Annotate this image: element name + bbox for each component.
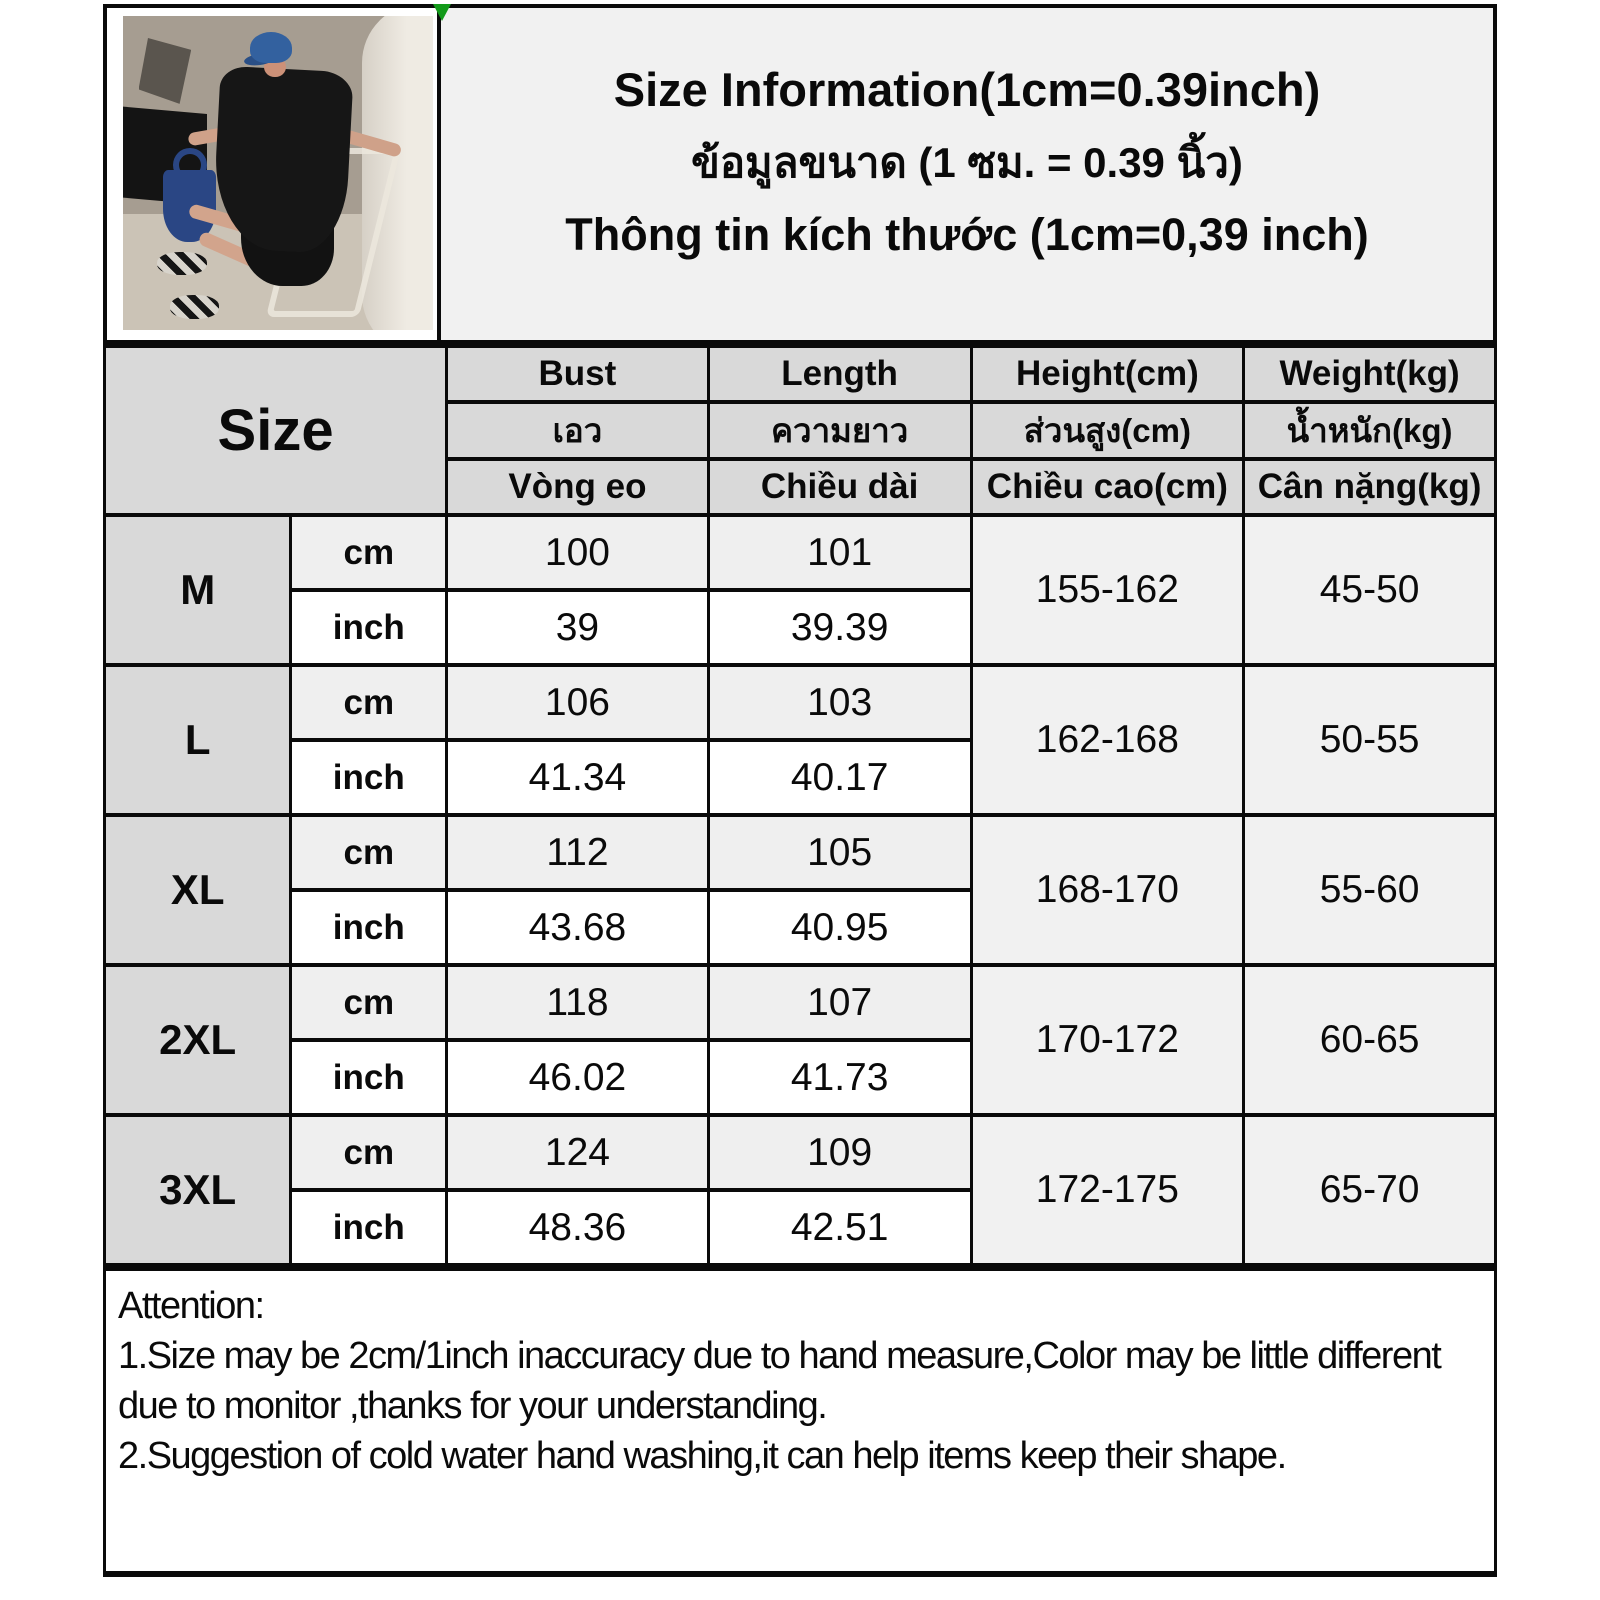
height-range: 155-162 [971, 515, 1244, 665]
unit-label-cm: cm [291, 815, 447, 890]
bust-inch-value: 39 [447, 590, 709, 665]
photo-model-shoe [157, 252, 207, 276]
length-cm-value: 109 [708, 1115, 971, 1190]
unit-label-inch: inch [291, 1040, 447, 1115]
unit-label-cm: cm [291, 1115, 447, 1190]
green-corner-marker [433, 4, 451, 21]
bust-inch-value: 41.34 [447, 740, 709, 815]
photo-blue-cap [250, 32, 292, 63]
bust-cm-value: 100 [447, 515, 709, 590]
attention-note-2: 2.Suggestion of cold water hand washing,it can help items keep their shape. [118, 1435, 1286, 1478]
bust-cm-value: 124 [447, 1115, 709, 1190]
size-chart-content [103, 4, 1497, 1577]
bust-inch-value: 48.36 [447, 1190, 709, 1265]
weight-range: 65-70 [1244, 1115, 1496, 1265]
size-label-3xl: 3XL [105, 1115, 291, 1265]
col-header-weight: Weight(kg) [1244, 346, 1496, 402]
photo-tote-bag [163, 170, 216, 242]
attention-heading: Attention: [118, 1285, 264, 1327]
height-range: 172-175 [971, 1115, 1244, 1265]
table-row-2xl-cm [105, 965, 1496, 1040]
length-inch-value: 40.95 [708, 890, 971, 965]
title-thai: ข้อมูลขนาด (1 ซม. = 0.39 นิ้ว) [691, 138, 1243, 186]
bust-cm-value: 118 [447, 965, 709, 1040]
size-label-2xl: 2XL [105, 965, 291, 1115]
col-header-height-vi: Chiều cao(cm) [971, 459, 1244, 515]
table-row-l-cm [105, 665, 1496, 740]
height-range: 168-170 [971, 815, 1244, 965]
size-label-l: L [105, 665, 291, 815]
col-header-weight-th: น้ำหนัก(kg) [1244, 402, 1496, 459]
length-cm-value: 103 [708, 665, 971, 740]
product-photo [123, 16, 433, 330]
height-range: 170-172 [971, 965, 1244, 1115]
length-cm-value: 107 [708, 965, 971, 1040]
length-inch-value: 42.51 [708, 1190, 971, 1265]
unit-label-inch: inch [291, 740, 447, 815]
col-header-length-vi: Chiều dài [708, 459, 971, 515]
length-inch-value: 40.17 [708, 740, 971, 815]
unit-label-cm: cm [291, 515, 447, 590]
bust-cm-value: 112 [447, 815, 709, 890]
product-photo-frame [103, 4, 441, 344]
attention-panel [103, 1267, 1497, 1577]
bust-inch-value: 46.02 [447, 1040, 709, 1115]
size-label-m: M [105, 515, 291, 665]
title-english: Size Information(1cm=0.39inch) [613, 62, 1321, 116]
table-row-xl-cm [105, 815, 1496, 890]
col-header-height: Height(cm) [971, 346, 1244, 402]
title-panel [441, 4, 1497, 344]
photo-wall-decor [139, 38, 192, 104]
unit-label-inch: inch [291, 590, 447, 665]
col-header-length-th: ความยาว [708, 402, 971, 459]
table-row-m-cm [105, 515, 1496, 590]
unit-label-inch: inch [291, 890, 447, 965]
weight-range: 50-55 [1244, 665, 1496, 815]
col-header-bust-vi: Vòng eo [447, 459, 709, 515]
size-label-xl: XL [105, 815, 291, 965]
length-cm-value: 101 [708, 515, 971, 590]
weight-range: 55-60 [1244, 815, 1496, 965]
weight-range: 45-50 [1244, 515, 1496, 665]
length-inch-value: 39.39 [708, 590, 971, 665]
size-header-cell: Size [105, 346, 447, 515]
unit-label-cm: cm [291, 665, 447, 740]
table-row-3xl-cm [105, 1115, 1496, 1190]
col-header-weight-vi: Cân nặng(kg) [1244, 459, 1496, 515]
col-header-bust: Bust [447, 346, 709, 402]
title-vietnamese: Thông tin kích thước (1cm=0,39 inch) [565, 208, 1369, 260]
unit-label-inch: inch [291, 1190, 447, 1265]
col-header-bust-th: เอว [447, 402, 709, 459]
height-range: 162-168 [971, 665, 1244, 815]
col-header-length: Length [708, 346, 971, 402]
weight-range: 60-65 [1244, 965, 1496, 1115]
top-row [103, 4, 1497, 344]
bust-inch-value: 43.68 [447, 890, 709, 965]
col-header-height-th: ส่วนสูง(cm) [971, 402, 1244, 459]
size-table [103, 344, 1497, 1267]
length-inch-value: 41.73 [708, 1040, 971, 1115]
attention-note-1: 1.Size may be 2cm/1inch inaccuracy due to hand measure,Color may be little different due to monitor ,thanks for your understanding. [118, 1335, 1441, 1428]
unit-label-cm: cm [291, 965, 447, 1040]
bust-cm-value: 106 [447, 665, 709, 740]
length-cm-value: 105 [708, 815, 971, 890]
header-row-english [105, 346, 1496, 402]
photo-model-shoe [170, 295, 220, 319]
